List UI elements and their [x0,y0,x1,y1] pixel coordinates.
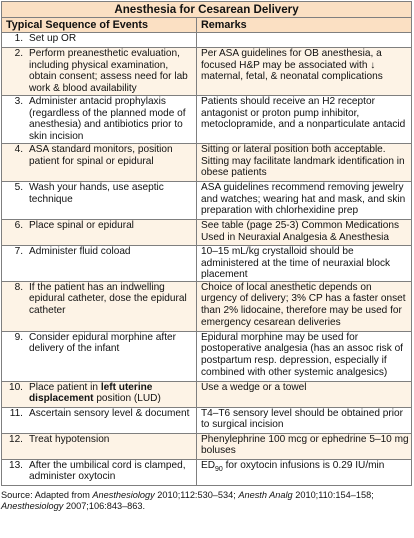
remark-text: Patients should receive an H2 receptor antagonist or proton pump inhibitor, metoclopramide, and a nonparticulate antacid [197,96,412,144]
table-row [2,381,412,407]
header-events: Typical Sequence of Events [2,18,197,33]
event-text: Administer antacid prophylaxis (regardless of the planned mode of anesthesia) and antibiotics prior to skin incision [29,96,186,142]
table-row [2,48,412,96]
table-row [2,220,412,246]
event-text: After the umbilical cord is clamped, administer oxytocin [29,459,186,483]
table-row [2,407,412,433]
remark-text: Per ASA guidelines for OB anesthesia, a focused H&P may be associated with ↓ maternal, fetal, & neonatal complications [197,48,412,96]
remark-text: See table (page 25-3) Common Medications Used in Neuraxial Analgesia & Anesthesia [197,220,412,246]
cesarean-anesthesia-table [1,1,412,486]
table-row [2,144,412,182]
step-number: 6. [14,220,23,231]
event-text: If the patient has an indwelling epidural catheter, dose the epidural catheter [29,281,187,316]
source-text: 2010;110:154–158; [292,489,374,500]
remark-text: T4–T6 sensory level should be obtained prior to surgical incision [197,407,412,433]
remark-text: Epidural morphine may be used for postoperative analgesia (has an assoc risk of postpartum resp. depression, especially if combined with other systemic analgesics) [197,331,412,381]
step-number: 8. [14,281,23,293]
table-row [2,459,412,485]
remark-text: Choice of local anesthetic depends on urgency of delivery; 3% CP has a faster onset than 2% lidocaine, therefore may be used for emergency cesarean deliveries [197,281,412,331]
step-number: 1. [14,33,23,44]
event-text-post: position (LUD) [93,393,161,405]
source-text: 2007;106:843–863. [63,500,146,511]
event-text: Consider epidural morphine after delivery of the infant [29,331,177,355]
remark-text: ASA guidelines recommend removing jewelry and watches; wearing hat and mask, and skin preparation with chlorhexidine prep [197,182,412,220]
header-remarks: Remarks [197,18,412,33]
table-row [2,182,412,220]
event-text: Ascertain sensory level & document [29,407,190,419]
table-row [2,33,412,48]
table-row [2,246,412,282]
event-text-pre: Place patient in [29,381,101,393]
source-text: Source: Adapted from [1,489,93,500]
step-number: 12. [8,433,23,445]
remark-text-pre: ED [201,459,216,471]
document-page [1,1,411,512]
journal-name: Anesthesiology [1,500,64,511]
table-row [2,433,412,459]
table-row [2,281,412,331]
remark-text: Phenylephrine 100 mcg or ephedrine 5–10 mg boluses [197,433,412,459]
remark-text: Sitting or lateral position both acceptable. Sitting may facilitate landmark identification in obese patients [197,144,412,182]
event-text-bold: left uterine displacement [29,381,153,405]
step-number: 2. [14,48,23,59]
step-number: 11. [9,407,23,419]
step-number: 9. [14,331,23,343]
event-text [29,382,194,405]
step-number: 7. [14,246,23,257]
table-title: Anesthesia for Cesarean Delivery [2,2,412,18]
event-text: Treat hypotension [29,433,110,445]
remark-text-post: for oxytocin infusions is 0.29 IU/min [222,459,385,471]
source-text: 2010;112:530–534; [154,489,239,500]
step-number: 3. [14,96,23,107]
event-text: Perform preanesthetic evaluation, including physical examination, obtain consent; assess need for lab work & blood availability [29,48,188,94]
remark-text [197,459,412,485]
remark-text: Use a wedge or a towel [197,381,412,407]
event-text: Set up OR [29,33,77,44]
source-citation [1,490,411,512]
remark-text [197,33,412,48]
remark-subscript: 90 [215,465,223,473]
remark-text: 10–15 mL/kg crystalloid should be administered at the time of neuraxial block placement [197,246,412,282]
journal-name: Anesth Analg [238,489,293,500]
table-row [2,96,412,144]
event-text: Administer fluid coload [29,246,131,257]
step-number: 13. [8,459,23,471]
event-text: Wash your hands, use aseptic technique [29,182,164,205]
step-number: 10. [8,381,23,393]
table-row [2,331,412,381]
event-text: ASA standard monitors, position patient for spinal or epidural [29,144,173,167]
event-text: Place spinal or epidural [29,220,134,231]
step-number: 4. [14,144,23,155]
step-number: 5. [14,182,23,193]
journal-name: Anesthesiology [92,489,155,500]
